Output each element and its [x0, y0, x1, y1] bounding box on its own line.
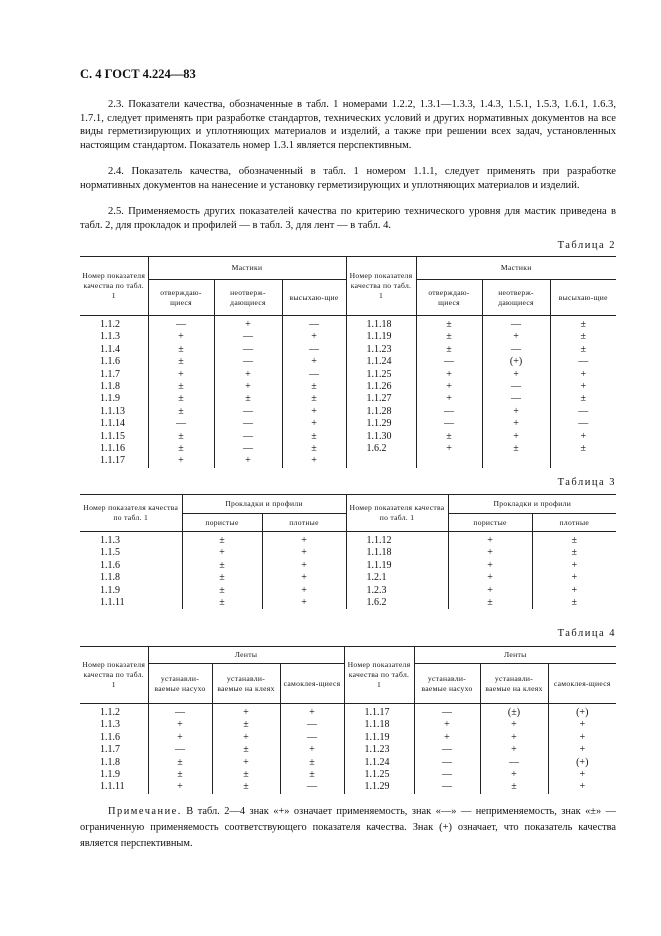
table-cell: +: [177, 731, 183, 743]
table-cell: ±: [219, 597, 225, 609]
table-4-left-col-2: [212, 704, 280, 794]
table-cell: +: [311, 331, 317, 343]
table-cell: ±: [311, 381, 317, 393]
table-2-subheader: высыхаю-щие: [282, 280, 346, 316]
table-4-left-col-3: [280, 704, 344, 794]
table-cell: +: [243, 731, 249, 743]
table-cell: ±: [219, 584, 225, 596]
table-cell: —: [442, 781, 452, 793]
table-cell: 1.1.12: [366, 535, 392, 546]
table-cell: —: [243, 430, 253, 442]
table-cell: 1.1.16: [100, 443, 125, 455]
table-2-number-header-right: Номер показателя качества по табл. 1: [346, 257, 416, 316]
table-4-caption: Таблица 4: [557, 628, 616, 639]
table-cell: (±): [507, 707, 521, 718]
table-cell: 1.1.23: [364, 744, 390, 756]
table-cell: (+): [576, 756, 589, 768]
table-cell: 1.1.9: [100, 393, 120, 405]
table-2-left-col-3: [282, 316, 346, 468]
table-3: [80, 494, 616, 609]
table-cell: +: [178, 331, 184, 343]
table-cell: 1.1.3: [100, 331, 120, 343]
table-cell: +: [579, 731, 586, 743]
table-cell: (+): [576, 707, 589, 718]
table-cell: ±: [446, 319, 452, 330]
table-4-number-header-right: Номер показателя качества по табл. 1: [344, 647, 414, 704]
table-cell: —: [176, 418, 186, 430]
table-cell: +: [579, 769, 586, 781]
table-cell: ±: [487, 597, 493, 609]
table-cell: ±: [571, 547, 578, 559]
table-cell: ±: [580, 443, 587, 455]
table-cell: +: [444, 731, 450, 743]
table-cell: +: [487, 584, 493, 596]
table-cell: +: [301, 572, 307, 584]
table-3-left-col-1: [182, 532, 262, 610]
table-2-right-col-3: [550, 316, 616, 468]
table-3-right-codes: [346, 532, 448, 610]
table-cell: 1.1.8: [100, 756, 120, 768]
table-cell: 1.1.6: [100, 731, 120, 743]
table-cell: —: [578, 405, 589, 417]
table-cell: +: [301, 547, 307, 559]
table-cell: ±: [178, 356, 184, 368]
table-cell: 1.1.25: [366, 368, 392, 380]
table-cell: +: [571, 559, 578, 571]
table-cell: —: [578, 418, 589, 430]
table-3-number-header-right: Номер показателя качества по табл. 1: [346, 495, 448, 532]
table-cell: +: [513, 368, 519, 380]
table-cell: —: [243, 343, 253, 355]
table-2-subheader: высыхаю-щие: [550, 280, 616, 316]
table-cell: 1.2.3: [366, 584, 387, 596]
table-cell: +: [177, 781, 183, 793]
table-cell: —: [511, 381, 522, 393]
table-cell: —: [307, 731, 317, 743]
table-3-subheader: пористые: [182, 514, 262, 532]
table-cell: 1.1.30: [366, 430, 392, 442]
table-cell: +: [446, 381, 452, 393]
table-cell: ±: [178, 343, 184, 355]
table-2-number-header-left: Номер показателя качества по табл. 1: [80, 257, 148, 316]
table-cell: —: [442, 744, 452, 756]
table-3-right-col-2: [532, 532, 616, 610]
table-cell: +: [309, 707, 315, 718]
table-cell: 1.1.18: [366, 547, 392, 559]
table-2-subheader: неотверж-дающиеся: [482, 280, 550, 316]
table-cell: +: [487, 572, 493, 584]
table-3-group-header-left: Прокладки и профили: [182, 495, 346, 514]
table-cell: ±: [243, 781, 249, 793]
table-cell: ±: [446, 430, 452, 442]
table-cell: ±: [513, 443, 519, 455]
table-3-left-codes: [80, 532, 182, 610]
table-cell: —: [307, 719, 317, 731]
table-cell: —: [444, 405, 455, 417]
table-3-subheader: пористые: [448, 514, 532, 532]
table-cell: 1.1.4: [100, 343, 120, 355]
table-cell: 1.1.19: [366, 559, 392, 571]
table-cell: +: [245, 455, 251, 467]
table-cell: +: [571, 584, 578, 596]
table-cell: +: [446, 368, 452, 380]
table-cell: —: [578, 356, 589, 368]
table-cell: 1.1.2: [100, 707, 120, 718]
table-4-subheader: устанавли-ваемые насухо: [414, 664, 480, 704]
table-cell: ±: [446, 331, 452, 343]
table-cell: 1.1.8: [100, 381, 120, 393]
table-cell: ±: [446, 343, 452, 355]
table-2-right-col-1: [416, 316, 482, 468]
table-cell: +: [245, 381, 251, 393]
table-cell: ±: [178, 430, 184, 442]
table-4-number-header-left: Номер показателя качества по табл. 1: [80, 647, 148, 704]
table-cell: 1.1.5: [100, 547, 120, 559]
table-cell: 1.2.1: [366, 572, 387, 584]
table-row: [80, 532, 616, 610]
table-cell: —: [309, 319, 319, 330]
table-cell: ±: [178, 405, 184, 417]
table-cell: +: [245, 368, 251, 380]
table-cell: ±: [511, 781, 517, 793]
table-cell: 1.1.14: [100, 418, 125, 430]
table-4-left-codes: [80, 704, 148, 794]
table-cell: ±: [177, 769, 183, 781]
table-3-right-col-1: [448, 532, 532, 610]
note-paragraph: [80, 804, 616, 851]
table-cell: 1.6.2: [366, 597, 387, 609]
table-cell: ±: [219, 572, 225, 584]
table-4-group-header-left: Ленты: [148, 647, 344, 664]
table-4-subheader: устанавли-ваемые на клеях: [212, 664, 280, 704]
table-cell: +: [579, 719, 586, 731]
table-cell: ±: [580, 319, 587, 330]
table-2-subheader: неотверж-дающиеся: [214, 280, 282, 316]
table-cell: +: [579, 744, 586, 756]
table-2: [80, 256, 616, 468]
table-cell: ±: [243, 769, 249, 781]
table-cell: 1.1.6: [100, 559, 120, 571]
table-cell: ±: [177, 756, 183, 768]
table-cell: 1.1.26: [366, 381, 392, 393]
table-cell: +: [511, 731, 517, 743]
table-cell: ±: [245, 393, 251, 405]
table-cell: ±: [311, 393, 317, 405]
table-cell: +: [178, 455, 184, 467]
table-cell: +: [219, 547, 225, 559]
table-cell: +: [580, 368, 587, 380]
table-4-right-col-1: [414, 704, 480, 794]
table-2-subheader: отверждаю-щиеся: [148, 280, 214, 316]
table-cell: 1.1.19: [364, 731, 390, 743]
paragraph-2-5: 2.5. Применяемость других показателей качества по критерию технического уровня для мастик приведена в табл. 2, для прокладок и профилей — в табл. 3, для лент — в табл. 4.: [80, 206, 616, 231]
table-cell: +: [446, 443, 452, 455]
table-cell: 1.1.24: [364, 756, 390, 768]
table-cell: —: [243, 418, 253, 430]
table-cell: 1.1.7: [100, 368, 120, 380]
table-cell: 1.1.2: [100, 319, 120, 330]
table-cell: 1.1.19: [366, 331, 392, 343]
table-4-group-header-right: Ленты: [414, 647, 616, 664]
table-cell: 1.1.24: [366, 356, 392, 368]
table-2-caption: Таблица 2: [557, 240, 616, 251]
table-cell: +: [177, 719, 183, 731]
table-2-group-header-right: Мастики: [416, 257, 616, 280]
table-cell: —: [243, 443, 253, 455]
table-cell: ±: [178, 443, 184, 455]
table-cell: +: [444, 719, 450, 731]
table-cell: —: [243, 405, 253, 417]
table-cell: +: [311, 455, 317, 467]
table-cell: +: [511, 744, 517, 756]
table-3-number-header-left: Номер показателя качества по табл. 1: [80, 495, 182, 532]
table-2-left-col-2: [214, 316, 282, 468]
table-cell: +: [301, 559, 307, 571]
table-cell: ±: [219, 535, 225, 546]
table-cell: —: [442, 707, 452, 718]
table-cell: 1.1.17: [100, 455, 125, 467]
table-2-group-header-left: Мастики: [148, 257, 346, 280]
table-cell: —: [176, 319, 186, 330]
table-2-subheader: отверждаю-щиеся: [416, 280, 482, 316]
table-cell: 1.1.18: [366, 319, 392, 330]
table-cell: 1.1.29: [366, 418, 392, 430]
table-row: [80, 704, 616, 794]
table-cell: 1.1.3: [100, 719, 120, 731]
paragraph-2-4: 2.4. Показатель качества, обозначенный в табл. 1 номером 1.1.1, следует применять при разработке нормативных документов на нанесение и установку герметизирующих и уплотняющих материалов и изделий.: [80, 166, 616, 191]
table-4-subheader: устанавли-ваемые на клеях: [480, 664, 548, 704]
table-4-right-col-3: [548, 704, 616, 794]
table-3-group-header-right: Прокладки и профили: [448, 495, 616, 514]
table-cell: 1.1.29: [364, 781, 390, 793]
table-cell: +: [243, 756, 249, 768]
table-cell: —: [175, 707, 185, 718]
table-cell: +: [513, 430, 519, 442]
table-cell: —: [511, 343, 522, 355]
table-cell: —: [442, 756, 452, 768]
table-3-left-col-2: [262, 532, 346, 610]
table-2-left-col-1: [148, 316, 214, 468]
table-cell: ±: [580, 393, 587, 405]
table-cell: —: [309, 343, 319, 355]
table-cell: +: [309, 744, 315, 756]
table-cell: —: [243, 331, 253, 343]
table-cell: +: [301, 597, 307, 609]
table-cell: —: [243, 356, 253, 368]
table-cell: +: [571, 572, 578, 584]
table-cell: 1.1.27: [366, 393, 392, 405]
table-cell: 1.1.9: [100, 584, 120, 596]
table-cell: —: [509, 756, 519, 768]
table-cell: +: [513, 405, 519, 417]
table-cell: +: [487, 535, 493, 546]
table-3-caption: Таблица 3: [557, 477, 616, 488]
table-cell: 1.1.28: [366, 405, 392, 417]
table-cell: 1.1.25: [364, 769, 390, 781]
table-cell: +: [178, 368, 184, 380]
table-2-left-codes: [80, 316, 148, 468]
table-cell: ±: [243, 744, 249, 756]
table-cell: —: [444, 356, 455, 368]
table-4-left-col-1: [148, 704, 212, 794]
table-cell: +: [487, 559, 493, 571]
page-header: С. 4 ГОСТ 4.224—83: [80, 67, 196, 81]
table-cell: 1.1.17: [364, 707, 390, 718]
table-3-subheader: плотные: [262, 514, 346, 532]
table-cell: 1.1.6: [100, 356, 120, 368]
table-cell: —: [511, 319, 522, 330]
table-cell: 1.1.23: [366, 343, 392, 355]
table-cell: ±: [311, 443, 317, 455]
table-cell: ±: [571, 597, 578, 609]
table-cell: ±: [309, 756, 315, 768]
table-cell: +: [301, 584, 307, 596]
table-cell: 1.6.2: [366, 443, 387, 455]
table-cell: —: [309, 368, 319, 380]
table-cell: +: [511, 719, 517, 731]
table-cell: +: [579, 781, 586, 793]
table-cell: 1.1.15: [100, 430, 125, 442]
table-cell: ±: [309, 769, 315, 781]
table-4-subheader: самоклея-щиеся: [280, 664, 344, 704]
table-cell: 1.1.18: [364, 719, 390, 731]
table-cell: 1.1.9: [100, 769, 120, 781]
table-4-right-col-2: [480, 704, 548, 794]
table-cell: 1.1.8: [100, 572, 120, 584]
note-text: В табл. 2—4 знак «+» означает применяемость, знак «—» — неприменяемость, знак «±» — ограниченную применяемость соответствующего показателя качества. Знак (+) означает, что показатель качества является перспективным.: [80, 806, 616, 849]
table-4-right-codes: [344, 704, 414, 794]
table-cell: +: [580, 430, 587, 442]
table-cell: +: [513, 331, 519, 343]
table-cell: ±: [311, 430, 317, 442]
table-cell: 1.1.13: [100, 405, 125, 417]
table-cell: +: [243, 707, 249, 718]
table-2-right-col-2: [482, 316, 550, 468]
table-cell: ±: [580, 331, 587, 343]
table-cell: —: [175, 744, 185, 756]
table-4: [80, 646, 616, 794]
table-cell: ±: [178, 381, 184, 393]
table-cell: +: [580, 381, 587, 393]
table-cell: +: [311, 356, 317, 368]
table-cell: 1.1.11: [100, 781, 125, 793]
table-cell: +: [301, 535, 307, 546]
table-cell: ±: [219, 559, 225, 571]
table-cell: —: [444, 418, 455, 430]
table-cell: 1.1.3: [100, 535, 120, 546]
table-cell: +: [245, 319, 251, 330]
table-cell: ±: [580, 343, 587, 355]
table-cell: 1.1.7: [100, 744, 120, 756]
table-cell: —: [442, 769, 452, 781]
table-cell: ±: [571, 535, 578, 546]
table-cell: +: [311, 418, 317, 430]
table-4-subheader: самоклея-щиеся: [548, 664, 616, 704]
note-label: Примечание.: [108, 806, 182, 817]
table-cell: ±: [243, 719, 249, 731]
table-cell: —: [511, 393, 522, 405]
table-cell: +: [513, 418, 519, 430]
table-cell: —: [307, 781, 317, 793]
table-cell: 1.1.11: [100, 597, 125, 609]
table-3-subheader: плотные: [532, 514, 616, 532]
paragraph-2-3: 2.3. Показатели качества, обозначенные в табл. 1 номерами 1.2.2, 1.3.1—1.3.3, 1.4.3, 1.5.1, 1.5.3, 1.6.1, 1.6.3, 1.7.1, следует применять при разработке стандартов, технических условий и других нормативных документов на все виды герметизирующих и уплотняющих материалов и изделий, а также при решении всех задач, установленных настоящим стандартом. Показатель номер 1.3.1 является перспективным.: [80, 99, 616, 151]
table-cell: +: [446, 393, 452, 405]
table-row: [80, 316, 616, 468]
table-cell: +: [511, 769, 517, 781]
table-cell: +: [311, 405, 317, 417]
table-cell: ±: [178, 393, 184, 405]
table-cell: (+): [509, 356, 523, 368]
table-cell: +: [487, 547, 493, 559]
table-4-subheader: устанавли-ваемые насухо: [148, 664, 212, 704]
table-2-right-codes: [346, 316, 416, 468]
